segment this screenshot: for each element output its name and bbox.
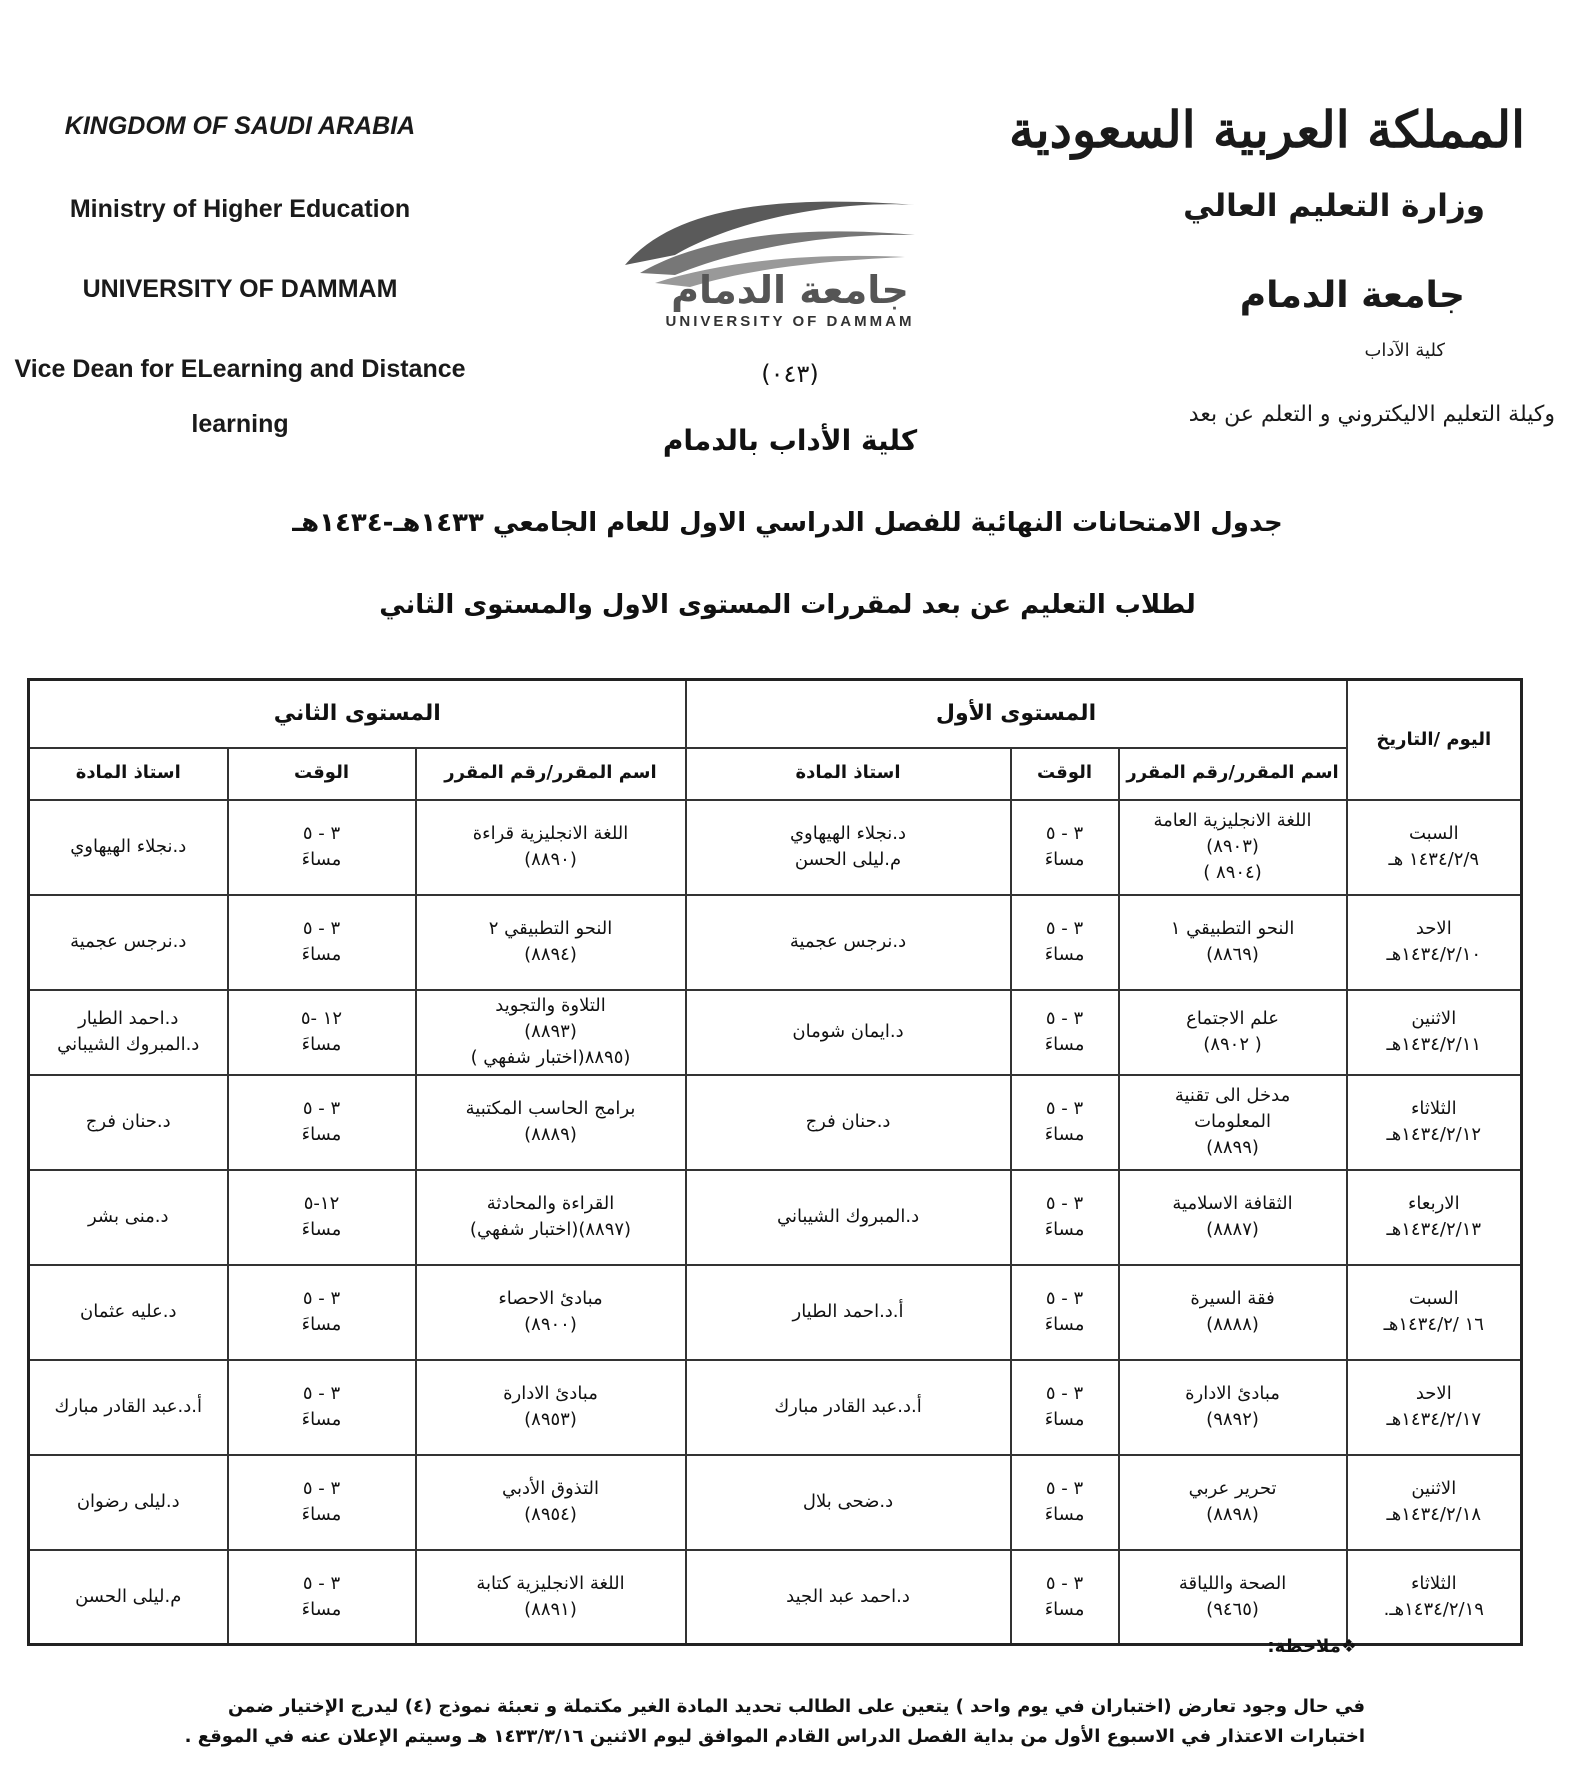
l1-course-cell-line: (٩٨٩٢): [1206, 1409, 1259, 1430]
table-row: [29, 1170, 1522, 1265]
l1-teacher-cell: [686, 800, 1011, 895]
l1-course-cell-line: النحو التطبيقي ١: [1170, 917, 1295, 939]
l2-course-cell-line: التذوق الأدبي: [501, 1477, 600, 1499]
l2-course-cell: [416, 800, 686, 895]
l2-teacher-cell: [29, 800, 228, 895]
l2-teacher-cell-line: د.حنان فرج: [85, 1110, 171, 1132]
header-ar-ministry: وزارة التعليم العالي: [1183, 188, 1485, 224]
date-label: ١٤٣٤/٢/٩ هـ: [1388, 849, 1480, 870]
l2-time-cell-line: ٣ - ٥: [302, 1382, 341, 1404]
l2-course-cell-line: (٨٨٩١): [524, 1598, 577, 1620]
l1-time-cell-line: مساءَ: [1044, 1409, 1085, 1430]
header-l1-teacher: استاذ المادة: [686, 748, 1011, 800]
l1-time-cell-line: مساءَ: [1044, 1598, 1085, 1620]
l1-time-cell-line: ٣ - ٥: [1045, 1287, 1084, 1309]
l1-teacher-cell: [686, 1265, 1011, 1360]
l1-time-cell-line: مساءَ: [1044, 1124, 1085, 1145]
exam-schedule-table: [27, 678, 1523, 1646]
l1-course-cell-line: (٨٨٨٨): [1206, 1314, 1259, 1335]
l1-teacher-cell: [686, 1170, 1011, 1265]
l2-time-cell-line: ٣ - ٥: [302, 1097, 341, 1119]
l2-course-cell-line: (٨٨٩٠): [524, 849, 577, 870]
l2-time-cell-line: مساءَ: [301, 1314, 342, 1335]
l1-time-cell-line: ٣ - ٥: [1045, 1007, 1084, 1029]
college-name: كلية الأداب بالدمام: [662, 424, 918, 457]
l1-time-cell-line: مساءَ: [1044, 944, 1085, 965]
day-date-cell: [1347, 895, 1522, 990]
header-en-vice-dean: Vice Dean for ELearning and Distance: [14, 355, 466, 383]
l1-teacher-cell-line: د.نرجس عجمية: [789, 930, 907, 952]
day-date-cell: [1347, 1550, 1522, 1645]
date-label: ١٤٣٤/٢/١٣هـ: [1386, 1219, 1482, 1240]
l2-time-cell-line: ٣ - ٥: [302, 822, 341, 844]
l1-course-cell-line: الثقافة الاسلامية: [1172, 1192, 1293, 1214]
l1-time-cell: [1011, 895, 1119, 990]
l1-course-cell: [1119, 1455, 1347, 1550]
l2-teacher-cell-line: د.نجلاء الهيهاوي: [70, 835, 187, 857]
l1-course-cell: [1119, 990, 1347, 1075]
l1-course-cell-line: (٨٨٨٧): [1206, 1219, 1259, 1240]
l2-teacher-cell-line: د.ليلى رضوان: [76, 1490, 180, 1512]
l2-course-cell: [416, 1265, 686, 1360]
day-label: الاربعاء: [1407, 1192, 1460, 1214]
l1-time-cell: [1011, 1075, 1119, 1170]
table-row: [29, 895, 1522, 990]
header-l2-time: الوقت: [228, 748, 416, 800]
l1-teacher-cell-line: د.ضحى بلال: [802, 1490, 894, 1512]
header-l2-course: اسم المقرر/رقم المقرر: [416, 748, 686, 800]
header-en-university: UNIVERSITY OF DAMMAM: [82, 275, 398, 303]
l2-course-cell: [416, 1550, 686, 1645]
header-l2-teacher: استاذ المادة: [29, 748, 228, 800]
l1-time-cell-line: مساءَ: [1044, 1504, 1085, 1525]
table-row: [29, 1360, 1522, 1455]
l2-time-cell-line: ٣ - ٥: [302, 1477, 341, 1499]
day-label: الاثنين: [1411, 1477, 1457, 1499]
l2-course-cell-line: اللغة الانجليزية كتابة: [476, 1572, 625, 1594]
l2-teacher-cell: [29, 990, 228, 1075]
l2-time-cell-line: مساءَ: [301, 1124, 342, 1145]
l1-course-cell: [1119, 1075, 1347, 1170]
l2-course-cell-line: اللغة الانجليزية قراءة: [472, 822, 629, 844]
l2-teacher-cell-line: د.المبروك الشيباني: [57, 1034, 200, 1055]
l2-course-cell: [416, 1170, 686, 1265]
l1-time-cell: [1011, 800, 1119, 895]
day-date-cell: [1347, 1265, 1522, 1360]
l1-teacher-cell: [686, 1360, 1011, 1455]
l1-teacher-cell: [686, 1075, 1011, 1170]
l2-time-cell-line: ١٢ -٥: [300, 1007, 343, 1029]
l1-course-cell: [1119, 1170, 1347, 1265]
l1-teacher-cell-line: أ.د.احمد الطيار: [792, 1300, 904, 1322]
l1-time-cell-line: ٣ - ٥: [1045, 1192, 1084, 1214]
l2-teacher-cell: [29, 1075, 228, 1170]
l2-time-cell: [228, 800, 416, 895]
l1-course-cell-line: تحرير عربي: [1188, 1477, 1277, 1499]
l2-time-cell: [228, 1265, 416, 1360]
l2-time-cell: [228, 1360, 416, 1455]
l1-course-cell: [1119, 1550, 1347, 1645]
l2-course-cell-line: النحو التطبيقي ٢: [488, 917, 613, 939]
l2-teacher-cell: [29, 1170, 228, 1265]
l2-time-cell-line: مساءَ: [301, 849, 342, 870]
day-label: الثلاثاء: [1410, 1097, 1457, 1119]
header-day-date: اليوم /التاريخ: [1347, 680, 1522, 800]
l1-time-cell-line: ٣ - ٥: [1045, 917, 1084, 939]
l1-course-cell-line: (٨٩٠٣): [1206, 835, 1259, 857]
l1-time-cell-line: ٣ - ٥: [1045, 822, 1084, 844]
day-date-cell: [1347, 1455, 1522, 1550]
table-row: [29, 990, 1522, 1075]
l1-teacher-cell-line: د.ايمان شومان: [792, 1020, 904, 1042]
l2-teacher-cell: [29, 1265, 228, 1360]
l1-course-cell-line: علم الاجتماع: [1186, 1007, 1279, 1029]
table-row: [29, 1455, 1522, 1550]
l2-time-cell: [228, 895, 416, 990]
l1-time-cell-line: مساءَ: [1044, 1034, 1085, 1055]
l1-teacher-cell-line: د.المبروك الشيباني: [776, 1205, 920, 1227]
l2-teacher-cell-line: د.نرجس عجمية: [70, 930, 187, 952]
l1-course-cell-line: فقة السيرة: [1190, 1287, 1275, 1309]
l2-course-cell-line: (٨٨٩٤): [524, 944, 577, 965]
l1-teacher-cell-line: د.احمد عبد الجيد: [786, 1585, 910, 1607]
l1-time-cell-line: ٣ - ٥: [1045, 1382, 1084, 1404]
date-label: ١٦ /١٤٣٤/٢هـ: [1383, 1314, 1484, 1335]
l1-course-cell-line: (٨٨٦٩): [1206, 944, 1259, 965]
l2-course-cell-line: مبادئ الادارة: [503, 1382, 598, 1404]
l1-time-cell-line: ٣ - ٥: [1045, 1097, 1084, 1119]
day-label: الاثنين: [1411, 1007, 1457, 1029]
l2-time-cell-line: ١٢-٥: [303, 1192, 340, 1214]
l2-teacher-cell-line: د.منى بشر: [87, 1205, 169, 1227]
l2-course-cell-line: القراءة والمحادثة: [486, 1192, 615, 1214]
document-number: (٠٤٣): [761, 360, 819, 388]
l1-course-cell: [1119, 895, 1347, 990]
l1-time-cell: [1011, 990, 1119, 1075]
date-label: ١٤٣٤/٢/١٩هـ.: [1383, 1598, 1484, 1620]
l1-time-cell: [1011, 1455, 1119, 1550]
day-date-cell: [1347, 800, 1522, 895]
l2-time-cell: [228, 990, 416, 1075]
l1-time-cell: [1011, 1265, 1119, 1360]
header-en-kingdom: KINGDOM OF SAUDI ARABIA: [64, 112, 416, 140]
day-date-cell: [1347, 990, 1522, 1075]
l2-time-cell-line: ٣ - ٥: [302, 1287, 341, 1309]
date-label: ١٤٣٤/٢/١٧هـ: [1386, 1409, 1482, 1430]
l2-teacher-cell-line: م.ليلى الحسن: [75, 1585, 182, 1607]
l2-course-cell-line: التلاوة والتجويد: [495, 994, 606, 1016]
l2-course-cell-line: (٨٩٥٣): [524, 1409, 577, 1430]
schedule-body: [29, 800, 1522, 1645]
l1-teacher-cell: [686, 990, 1011, 1075]
logo-english-text: UNIVERSITY OF DAMMAM: [665, 313, 915, 330]
l1-time-cell-line: مساءَ: [1044, 849, 1085, 870]
l2-teacher-cell-line: د.احمد الطيار: [78, 1007, 179, 1029]
l1-time-cell-line: ٣ - ٥: [1045, 1572, 1084, 1594]
table-row: [29, 1265, 1522, 1360]
header-l1-time: الوقت: [1011, 748, 1119, 800]
date-label: ١٤٣٤/٢/١٠هـ: [1386, 944, 1482, 965]
l1-course-cell-line: مبادئ الادارة: [1185, 1382, 1280, 1404]
header-en-ministry: Ministry of Higher Education: [69, 195, 411, 223]
l2-time-cell-line: مساءَ: [301, 1034, 342, 1055]
l2-teacher-cell-line: أ.د.عبد القادر مبارك: [54, 1395, 202, 1417]
l2-course-cell-line: (٨٨٨٩): [524, 1124, 577, 1145]
schedule-title: جدول الامتحانات النهائية للفصل الدراسي الاول للعام الجامعي ١٤٣٣هـ-١٤٣٤هـ: [292, 508, 1283, 538]
day-label: الاحد: [1415, 917, 1452, 939]
day-label: الثلاثاء: [1410, 1572, 1457, 1594]
l2-course-cell: [416, 990, 686, 1075]
l2-course-cell-line: (٨٨٩٧)(اختبار شفهي): [469, 1219, 632, 1240]
l2-course-cell-line: مبادئ الاحصاء: [498, 1287, 603, 1309]
l1-course-cell-line: ( ٨٩٠٢): [1203, 1034, 1262, 1055]
l2-course-cell: [416, 1075, 686, 1170]
table-row: [29, 1550, 1522, 1645]
l2-time-cell-line: مساءَ: [301, 944, 342, 965]
day-date-cell: [1347, 1360, 1522, 1455]
l2-time-cell: [228, 1170, 416, 1265]
l1-teacher-cell: [686, 1550, 1011, 1645]
date-label: ١٤٣٤/٢/١١هـ: [1386, 1034, 1482, 1055]
l1-teacher-cell: [686, 895, 1011, 990]
l1-course-cell-line: المعلومات: [1194, 1110, 1271, 1132]
day-date-cell: [1347, 1075, 1522, 1170]
note-label: ❖ملاحظة:: [1267, 1636, 1357, 1657]
l1-time-cell: [1011, 1550, 1119, 1645]
l2-time-cell: [228, 1550, 416, 1645]
header-ar-university: جامعة الدمام: [1239, 275, 1465, 316]
header-level-1: المستوى الأول: [686, 680, 1347, 748]
l1-teacher-cell-line: أ.د.عبد القادر مبارك: [774, 1395, 922, 1417]
l1-course-cell: [1119, 800, 1347, 895]
l1-course-cell-line: الصحة واللياقة: [1178, 1572, 1287, 1594]
l2-course-cell-line: (٨٩٥٤): [524, 1504, 577, 1525]
l2-course-cell: [416, 1455, 686, 1550]
table-row: [29, 1075, 1522, 1170]
header-level-2: المستوى الثاني: [29, 680, 686, 748]
l2-course-cell-line: (٨٨٩٣): [524, 1020, 577, 1042]
l2-time-cell: [228, 1455, 416, 1550]
schedule-subtitle: لطلاب التعليم عن بعد لمقررات المستوى الاول والمستوى الثاني: [379, 590, 1196, 620]
l1-time-cell-line: مساءَ: [1044, 1314, 1085, 1335]
l1-time-cell: [1011, 1170, 1119, 1265]
note-text: في حال وجود تعارض (اختباران في يوم واحد ) يتعين على الطالب تحديد المادة الغير مكتملة و تعبئة نموذج (٤) ليدرج الإختيار ضمن اختبارات الاعتذار في الاسبوع الأول من بداية الفصل الدراس القادم الموافق ليوم الاثنين ١٤٣٣/٣/١٦ هـ وسيتم الإعلان عنه في الموقع .: [184, 1696, 1365, 1747]
l1-course-cell-line: (٨٨٩٩): [1206, 1137, 1259, 1159]
l1-time-cell-line: ٣ - ٥: [1045, 1477, 1084, 1499]
l1-course-cell-line: (٩٤٦٥): [1206, 1598, 1259, 1620]
day-label: السبت: [1408, 822, 1459, 844]
logo-arabic-text: جامعة الدمام: [671, 268, 909, 312]
l1-teacher-cell: [686, 1455, 1011, 1550]
l2-course-cell-line: (٨٨٩٥(اختبار شفهي ): [470, 1047, 631, 1069]
l2-time-cell: [228, 1075, 416, 1170]
date-label: ١٤٣٤/٢/١٢هـ: [1386, 1124, 1482, 1145]
l1-course-cell: [1119, 1265, 1347, 1360]
l2-time-cell-line: مساءَ: [301, 1598, 342, 1620]
l1-course-cell-line: مدخل الى تقنية: [1174, 1084, 1291, 1106]
header-l1-course: اسم المقرر/رقم المقرر: [1119, 748, 1347, 800]
header-ar-kingdom: المملكة العربية السعودية: [1008, 100, 1525, 159]
l2-course-cell: [416, 895, 686, 990]
l2-time-cell-line: ٣ - ٥: [302, 1572, 341, 1594]
l1-course-cell-line: (٨٨٩٨): [1206, 1504, 1259, 1525]
l1-course-cell-line: (٨٩٠٤ ): [1203, 862, 1262, 884]
l2-teacher-cell: [29, 1360, 228, 1455]
l1-time-cell-line: مساءَ: [1044, 1219, 1085, 1240]
l2-time-cell-line: مساءَ: [301, 1219, 342, 1240]
l2-time-cell-line: مساءَ: [301, 1504, 342, 1525]
l2-time-cell-line: ٣ - ٥: [302, 917, 341, 939]
l2-teacher-cell: [29, 1455, 228, 1550]
l1-teacher-cell-line: د.نجلاء الهيهاوي: [789, 822, 907, 844]
header-ar-college: كلية الآداب: [1364, 340, 1445, 361]
l1-time-cell: [1011, 1360, 1119, 1455]
l2-teacher-cell: [29, 1550, 228, 1645]
day-label: الاحد: [1415, 1382, 1452, 1404]
l2-teacher-cell-line: د.عليه عثمان: [79, 1300, 177, 1322]
day-date-cell: [1347, 1170, 1522, 1265]
header-ar-vice-dean: وكيلة التعليم الاليكتروني و التعلم عن بعد: [1188, 402, 1555, 427]
l1-course-cell: [1119, 1360, 1347, 1455]
l2-course-cell-line: (٨٩٠٠): [524, 1314, 577, 1335]
l1-course-cell-line: اللغة الانجليزية العامة: [1153, 809, 1312, 831]
l2-course-cell: [416, 1360, 686, 1455]
l1-teacher-cell-line: م.ليلى الحسن: [794, 849, 902, 870]
l2-time-cell-line: مساءَ: [301, 1409, 342, 1430]
table-row: [29, 800, 1522, 895]
date-label: ١٤٣٤/٢/١٨هـ: [1386, 1504, 1482, 1525]
header-en-vice-dean-line2: learning: [191, 410, 289, 438]
l2-teacher-cell: [29, 895, 228, 990]
l1-teacher-cell-line: د.حنان فرج: [805, 1110, 891, 1132]
day-label: السبت: [1408, 1287, 1459, 1309]
l2-course-cell-line: برامج الحاسب المكتبية: [465, 1097, 636, 1119]
